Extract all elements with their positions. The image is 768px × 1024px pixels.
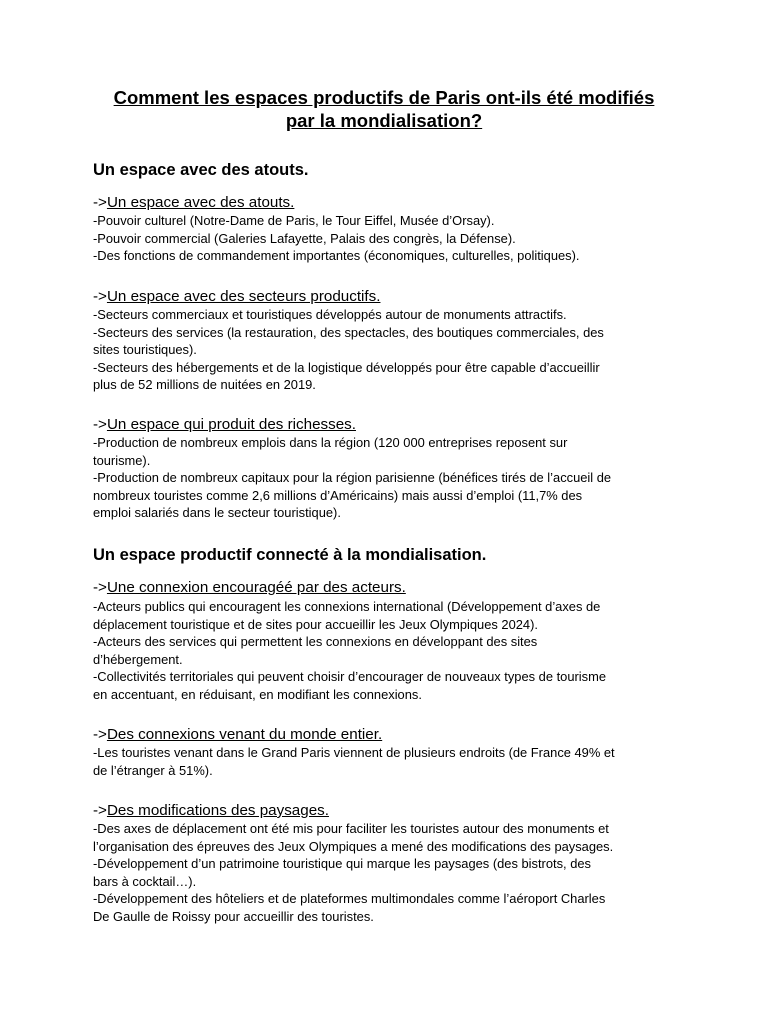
section-heading-mondialisation: Un espace productif connecté à la mondialisation. [93,546,487,564]
paragraph: -Acteurs publics qui encouragent les connexions international (Développement d’axes de déplacement touristique et de sites pour accueillir les Jeux Olympiques 2024). -Acteurs des services qui permettent les connexions en développant des sites d’hébergement. -Collectivités territoriales qui peuvent choisir d’encourager de nouveaux types de tourisme en accentuant, en réduisant, en modifiant les connexions. [93,599,607,702]
sub-heading [93,801,329,820]
paragraph: -Des axes de déplacement ont été mis pour faciliter les touristes autour des monuments et l’organisation des épreuves des Jeux Olympiques a mené des modifications des paysages. -Développement d’un patrimoine touristique qui marque les paysages (des bistrots, des bars à cocktail…). -Développement des hôteliers et de plateformes multimondales comme l’aéroport Charles De Gaulle de Roissy pour accueillir des touristes. [93,821,614,924]
paragraph: -Pouvoir culturel (Notre-Dame de Paris, le Tour Eiffel, Musée d’Orsay). -Pouvoir commercial (Galeries Lafayette, Palais des congrès, la Défense). -Des fonctions de commandement importantes (économiques, culturelles, politiques). [93,213,580,264]
sub-heading [93,287,380,306]
document-title-line1: Comment les espaces productifs de Paris ont-ils été modifiés [113,87,655,108]
paragraph: -Production de nombreux emplois dans la région (120 000 entreprises reposent sur tourisme). -Production de nombreux capitaux pour la région parisienne (bénéfices tirés de l’accueil de nombreux touristes comme 2,6 millions d’Américains) mais aussi d’emploi (11,7% des emploi salariés dans le secteur touristique). [93,435,612,521]
arrow-marker: -> [93,579,107,596]
paragraph: -Les touristes venant dans le Grand Paris viennent de plusieurs endroits (de France 49% et de l’étranger à 51%). [93,745,615,778]
sub-heading [93,193,294,212]
sub-heading-label: Un espace avec des atouts. [106,194,295,211]
sub-heading-label: Des modifications des paysages. [106,802,329,819]
sub-heading-label: Un espace qui produit des richesses. [106,416,356,433]
arrow-marker: -> [93,288,107,305]
arrow-marker: -> [93,726,107,743]
sub-heading-label: Une connexion encouragéé par des acteurs. [106,579,406,596]
sub-heading [93,725,382,744]
section-heading-atouts: Un espace avec des atouts. [93,161,309,179]
document-title-line2: par la mondialisation? [285,110,483,131]
paragraph: -Secteurs commerciaux et touristiques développés autour de monuments attractifs. -Secteurs des services (la restauration, des spectacles, des boutiques commerciales, des sites touristiques). -Secteurs des hébergements et de la logistique développés pour être capable d’accueillir plus de 52 millions de nuitées en 2019. [93,307,604,393]
sub-heading [93,578,406,597]
arrow-marker: -> [93,416,107,433]
sub-heading [93,415,356,434]
document-title [60,86,708,132]
arrow-marker: -> [93,802,107,819]
arrow-marker: -> [93,194,107,211]
sub-heading-label: Des connexions venant du monde entier. [106,726,383,743]
sub-heading-label: Un espace avec des secteurs productifs. [106,288,381,305]
